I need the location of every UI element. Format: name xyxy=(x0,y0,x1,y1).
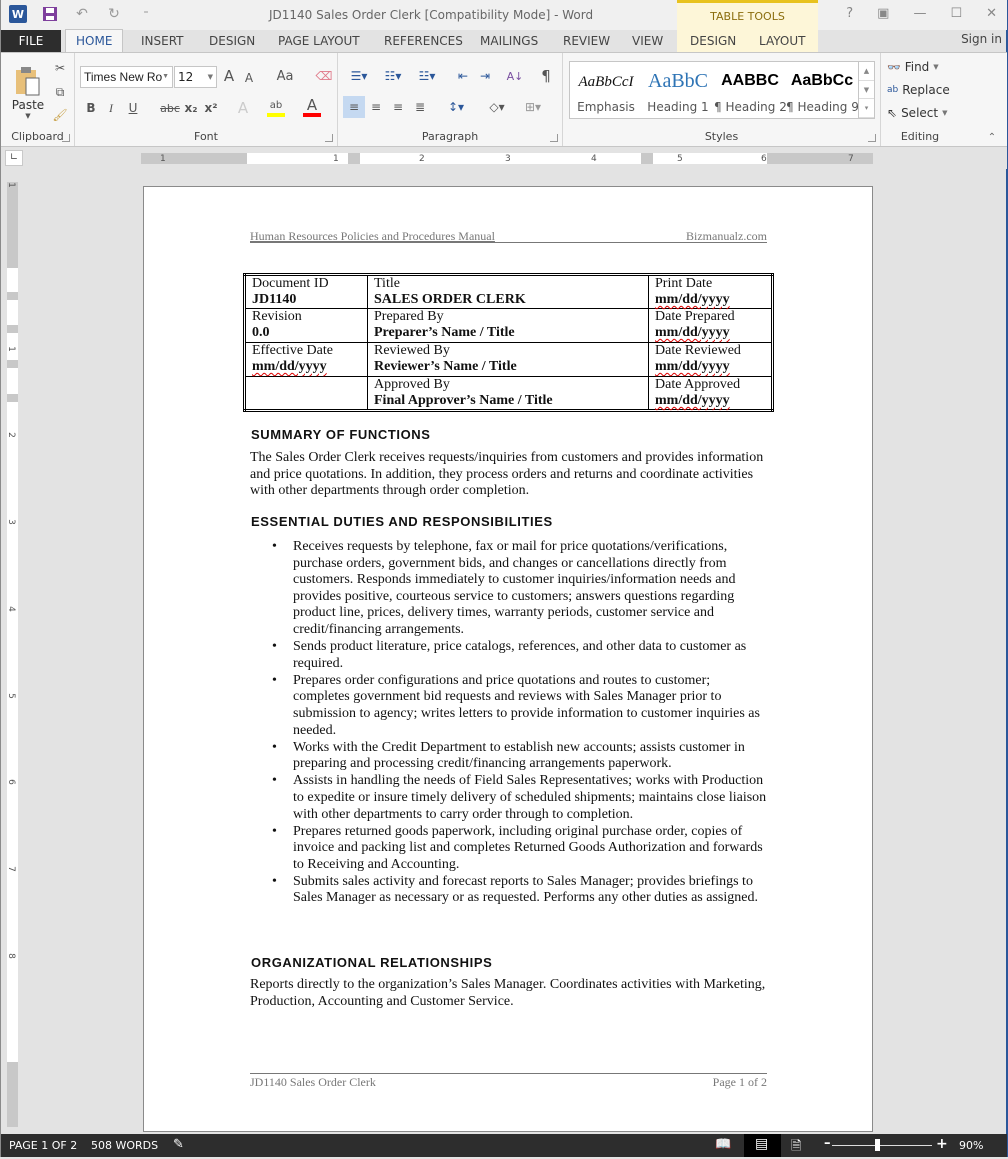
title-bar xyxy=(1,0,1007,30)
row-marker xyxy=(7,325,18,333)
styles-launcher-icon[interactable] xyxy=(868,134,876,142)
paragraph-group-label: Paragraph xyxy=(421,130,479,143)
paragraph-launcher-icon[interactable] xyxy=(550,134,558,142)
bullets-button[interactable]: ☰▾ xyxy=(350,69,368,83)
tab-view[interactable]: VIEW xyxy=(632,34,664,48)
highlight-button[interactable]: ab xyxy=(267,97,285,117)
ruler-number: 8 xyxy=(5,953,16,959)
header-left: Human Resources Policies and Procedures Manual xyxy=(250,229,495,243)
collapse-ribbon-icon[interactable]: ⌃ xyxy=(987,131,997,143)
align-right-button[interactable]: ≡ xyxy=(392,100,404,114)
tab-design[interactable]: DESIGN xyxy=(209,34,256,48)
document-page[interactable] xyxy=(143,186,873,1132)
styles-gallery xyxy=(569,61,875,119)
ruler-number: 1 xyxy=(5,182,16,188)
strikethrough-button[interactable]: abc xyxy=(160,101,180,115)
ruler-number: 5 xyxy=(677,154,683,164)
ruler-number: 6 xyxy=(761,154,767,164)
gallery-down-icon[interactable]: ▼ xyxy=(859,81,874,100)
zoom-level[interactable]: 90% xyxy=(959,1139,984,1152)
sort-button[interactable]: A↓ xyxy=(506,69,524,83)
tab-page-layout[interactable]: PAGE LAYOUT xyxy=(278,34,360,48)
tab-review[interactable]: REVIEW xyxy=(563,34,611,48)
align-left-button[interactable]: ≡ xyxy=(343,96,365,118)
multilevel-list-button[interactable]: ☳▾ xyxy=(418,69,436,83)
replace-icon: ab xyxy=(887,85,899,95)
top-margin-area xyxy=(7,182,18,268)
ribbon-tabs xyxy=(1,30,1007,52)
table-cell[interactable] xyxy=(245,377,368,411)
header-right: Bizmanualz.com xyxy=(686,229,767,243)
table-cell[interactable]: Date Approved mm/dd/yyyy xyxy=(649,377,773,411)
zoom-out-button[interactable]: – xyxy=(824,1136,831,1151)
ruler-number: 7 xyxy=(5,866,16,872)
tab-table-design[interactable]: DESIGN xyxy=(690,34,737,48)
table-cell[interactable]: Reviewed By Reviewer’s Name / Title xyxy=(368,343,649,377)
table-cell[interactable]: Print Date mm/dd/yyyy xyxy=(649,275,773,309)
change-case-button[interactable]: Aa xyxy=(276,68,294,84)
style-emphasis[interactable]: AaBbCcI Emphasis xyxy=(577,74,635,114)
tab-table-layout[interactable]: LAYOUT xyxy=(759,34,806,48)
list-item: • Sends product literature, price catalogs, references, and other data to customer as required. xyxy=(250,639,770,672)
subscript-button[interactable]: x₂ xyxy=(184,101,198,115)
paste-button[interactable] xyxy=(9,59,47,127)
shading-button[interactable]: ◇▾ xyxy=(489,100,505,114)
bottom-margin-area xyxy=(7,1062,18,1127)
undo-icon[interactable]: ↶ xyxy=(76,6,88,22)
find-button[interactable]: 👓 Find ▼ xyxy=(887,60,939,74)
style-heading-2[interactable]: AABBC ¶ Heading 2 xyxy=(714,72,787,114)
document-info-table xyxy=(243,273,774,412)
cut-icon[interactable]: ✂ xyxy=(54,61,66,75)
gallery-more-icon[interactable]: ▾ xyxy=(859,99,874,118)
read-mode-icon[interactable]: 📖 xyxy=(715,1137,732,1152)
close-icon[interactable]: ✕ xyxy=(986,6,997,21)
table-cell[interactable]: Document ID JD1140 xyxy=(245,275,368,309)
footer-right: Page 1 of 2 xyxy=(712,1075,767,1089)
table-row xyxy=(245,275,773,309)
horizontal-ruler[interactable] xyxy=(141,153,873,164)
tab-selector-icon[interactable]: ∟ xyxy=(5,150,23,166)
zoom-slider-thumb[interactable] xyxy=(875,1139,880,1151)
styles-group xyxy=(563,53,881,146)
summary-heading: SUMMARY OF FUNCTIONS xyxy=(251,427,431,442)
font-color-button[interactable]: A xyxy=(303,97,321,117)
tab-file[interactable]: FILE xyxy=(1,30,61,52)
numbering-button[interactable]: ☷▾ xyxy=(384,69,402,83)
vertical-ruler[interactable] xyxy=(7,182,18,1127)
table-cell[interactable]: Date Reviewed mm/dd/yyyy xyxy=(649,343,773,377)
left-margin-area xyxy=(141,153,247,164)
grow-font-icon[interactable]: A xyxy=(223,67,235,85)
redo-icon[interactable]: ↻ xyxy=(108,6,120,22)
window-controls xyxy=(846,6,997,21)
print-layout-icon: ▤ xyxy=(755,1136,769,1152)
row-marker xyxy=(7,360,18,368)
print-layout-button[interactable] xyxy=(744,1134,781,1157)
zoom-slider[interactable] xyxy=(832,1145,932,1146)
decrease-indent-icon[interactable]: ⇤ xyxy=(457,69,469,83)
row-marker xyxy=(7,394,18,402)
bold-button[interactable]: B xyxy=(86,101,96,115)
table-cell[interactable]: Effective Date mm/dd/yyyy xyxy=(245,343,368,377)
select-button[interactable]: ⇖ Select ▼ xyxy=(887,106,948,120)
page-footer xyxy=(250,1073,767,1090)
table-cell[interactable]: Approved By Final Approver’s Name / Title xyxy=(368,377,649,411)
borders-button[interactable]: ⊞▾ xyxy=(524,100,542,114)
footer-left: JD1140 Sales Order Clerk xyxy=(250,1075,376,1089)
paste-label: Paste xyxy=(11,98,45,112)
list-item: • Prepares order configurations and price quotations and routes to customer; completes government bid requests and reviews with Sales Manager prior to submission to agency; writes letters to provide information to customer inquiries as needed. xyxy=(250,673,770,739)
summary-paragraph: The Sales Order Clerk receives requests/inquiries from customers and provides information and price quotations. In addition, they process orders and returns and coordinate activities with other departments through order completion. xyxy=(250,450,764,499)
table-cell[interactable]: Title SALES ORDER CLERK xyxy=(368,275,649,309)
zoom-in-button[interactable]: + xyxy=(936,1136,948,1152)
clipboard-launcher-icon[interactable] xyxy=(62,134,70,142)
ruler-bar xyxy=(1,147,1007,169)
text-effects-button[interactable]: A xyxy=(237,99,249,117)
ruler-number: 1 xyxy=(5,346,16,352)
italic-button[interactable]: I xyxy=(109,100,113,115)
styles-gallery-scroll xyxy=(858,62,874,118)
clipboard-group-label: Clipboard xyxy=(11,130,64,143)
table-cell[interactable]: Prepared By Preparer’s Name / Title xyxy=(368,309,649,343)
table-row xyxy=(245,343,773,377)
clear-formatting-icon[interactable]: ⌫ xyxy=(315,69,333,83)
font-size-select[interactable] xyxy=(174,66,217,88)
status-bar xyxy=(1,1134,1007,1157)
table-cell[interactable]: Revision 0.0 xyxy=(245,309,368,343)
chevron-down-icon: ▼ xyxy=(162,73,169,80)
list-item: • Assists in handling the needs of Field Sales Representatives; works with Production to expedite or insure timely delivery of scheduled shipments; maintains close liaison with other departments to carry order through to completion. xyxy=(250,773,770,823)
ruler-number: 2 xyxy=(5,432,16,438)
duties-list xyxy=(250,539,770,908)
line-spacing-button[interactable]: ↕▾ xyxy=(447,100,465,114)
underline-button[interactable]: U xyxy=(128,101,138,115)
shrink-font-icon[interactable]: A xyxy=(244,71,254,85)
editing-group xyxy=(881,53,959,146)
ribbon xyxy=(1,52,1007,147)
table-tools-label: TABLE TOOLS xyxy=(710,10,785,23)
maximize-icon[interactable]: ☐ xyxy=(950,6,963,21)
increase-indent-icon[interactable]: ⇥ xyxy=(479,69,491,83)
tab-mailings[interactable]: MAILINGS xyxy=(480,34,539,48)
ribbon-display-icon[interactable]: ▣ xyxy=(877,6,890,21)
web-layout-icon[interactable]: 🗎 xyxy=(791,1139,802,1154)
ruler-number: 5 xyxy=(5,693,16,699)
table-row xyxy=(245,309,773,343)
clipboard-icon xyxy=(14,66,42,98)
ruler-number: 4 xyxy=(591,154,597,164)
paragraph-group xyxy=(338,53,563,146)
justify-button[interactable]: ≣ xyxy=(414,100,426,114)
font-family-value: Times New Ro xyxy=(84,70,163,84)
chevron-down-icon: ▼ xyxy=(207,73,213,81)
page-count[interactable]: PAGE 1 OF 2 xyxy=(9,1139,78,1152)
minimize-icon[interactable]: — xyxy=(913,6,927,21)
save-icon[interactable] xyxy=(41,5,59,23)
editing-group-label: Editing xyxy=(900,130,940,143)
right-margin-area xyxy=(767,153,873,164)
quick-access-toolbar xyxy=(9,5,155,23)
style-heading-1[interactable]: AaBbC Heading 1 xyxy=(647,70,709,114)
proofing-icon[interactable]: ✎ xyxy=(173,1137,184,1152)
font-family-select[interactable] xyxy=(80,66,173,88)
list-item: • Receives requests by telephone, fax or mail for price quotations/verifications, purchase orders, government bids, and changes or cancellations directly from customers. Responds immediately to customer inquiries/information needs and provides positive, courteous service to customers; answers questions regarding product line, prices, delivery times, warranty periods, customer service and credit/financing arrangements. xyxy=(250,539,770,639)
ruler-number: 7 xyxy=(848,154,854,164)
chevron-down-icon: ▼ xyxy=(933,63,939,71)
font-group-label: Font xyxy=(194,130,218,143)
ruler-number: 3 xyxy=(5,519,16,525)
gallery-up-icon[interactable]: ▲ xyxy=(859,62,874,81)
table-cell[interactable]: Date Prepared mm/dd/yyyy xyxy=(649,309,773,343)
column-marker[interactable] xyxy=(641,153,653,164)
column-marker[interactable] xyxy=(348,153,360,164)
ruler-number: 1 xyxy=(333,154,339,164)
binoculars-icon: 👓 xyxy=(887,60,901,74)
list-item: • Prepares returned goods paperwork, including original purchase order, copies of invoice and packing list and completes Returned Goods Authorization and forwards to Receiving and Accounting. xyxy=(250,824,770,874)
chevron-down-icon: ▼ xyxy=(942,109,948,117)
align-center-button[interactable]: ≡ xyxy=(370,100,382,114)
styles-group-label: Styles xyxy=(704,130,739,143)
ruler-number: 4 xyxy=(5,606,16,612)
ruler-number: 1 xyxy=(160,154,166,164)
sign-in-link[interactable]: Sign in xyxy=(961,32,1002,46)
row-marker xyxy=(7,292,18,300)
tab-references[interactable]: REFERENCES xyxy=(384,34,463,48)
duties-heading: ESSENTIAL DUTIES AND RESPONSIBILITIES xyxy=(251,514,553,529)
ruler-number: 2 xyxy=(419,154,425,164)
window-title: JD1140 Sales Order Clerk [Compatibility Mode] - Word xyxy=(269,8,594,22)
table-row xyxy=(245,377,773,411)
paste-dropdown-icon: ▼ xyxy=(25,112,31,120)
org-paragraph: Reports directly to the organization’s Sales Manager. Coordinates activities with Marketing, Production, Accounting and Customer Service. xyxy=(250,977,766,1009)
format-painter-icon[interactable]: 🖌 xyxy=(52,108,68,122)
word-logo-icon: W xyxy=(9,5,27,23)
help-icon[interactable]: ? xyxy=(846,6,854,21)
ruler-number: 6 xyxy=(5,779,16,785)
style-heading-9[interactable]: AaBbCc ¶ Heading 9 xyxy=(786,72,859,114)
page-header xyxy=(250,229,767,243)
customize-qat-icon[interactable]: ⁼ xyxy=(143,8,149,20)
copy-icon[interactable]: ⧉ xyxy=(55,84,65,99)
font-group xyxy=(75,53,338,146)
org-heading: ORGANIZATIONAL RELATIONSHIPS xyxy=(251,955,493,970)
tab-insert[interactable]: INSERT xyxy=(141,34,184,48)
show-formatting-button[interactable]: ¶ xyxy=(541,67,551,85)
replace-button[interactable]: ab Replace xyxy=(887,83,950,97)
cursor-icon: ⇖ xyxy=(887,106,898,120)
clipboard-group xyxy=(1,53,75,146)
font-launcher-icon[interactable] xyxy=(325,134,333,142)
ruler-number: 3 xyxy=(505,154,511,164)
tab-home[interactable]: HOME xyxy=(65,29,123,53)
superscript-button[interactable]: x² xyxy=(204,101,218,115)
list-item: • Submits sales activity and forecast reports to Sales Manager; provides briefings to Sales Manager as necessary or as requested. Performs any other duties as assigned. xyxy=(250,874,770,907)
font-size-value: 12 xyxy=(178,70,194,84)
list-item: • Works with the Credit Department to establish new accounts; assists customer in preparing and processing credit/financing arrangements paperwork. xyxy=(250,740,770,773)
word-count[interactable]: 508 WORDS xyxy=(91,1139,159,1152)
